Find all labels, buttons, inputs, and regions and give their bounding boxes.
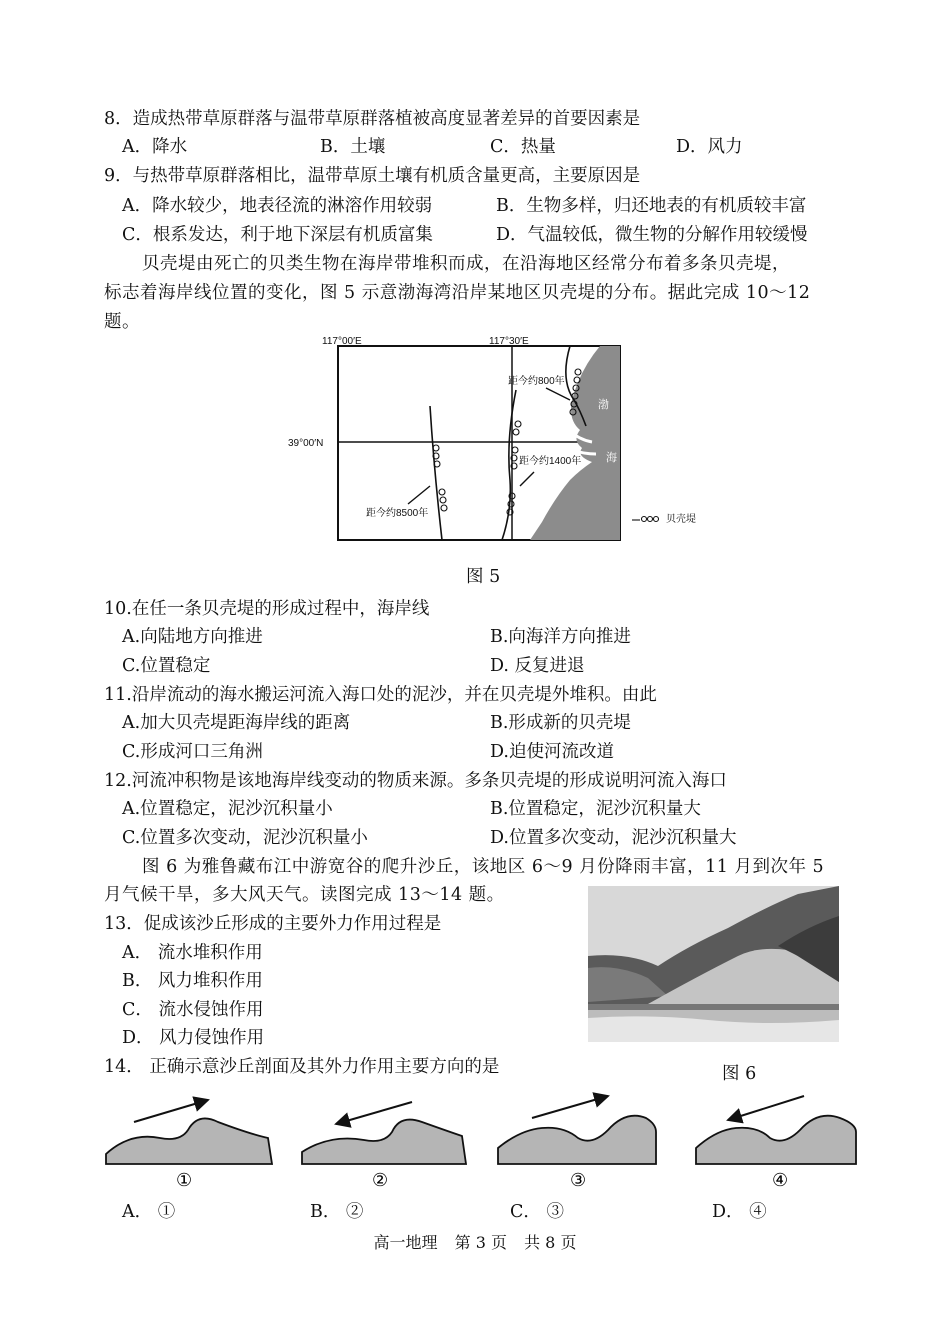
q11-option-a: A.加大贝壳堤距海岸线的距离 — [122, 713, 351, 733]
lon-label-117-00: 117°00′E — [322, 336, 362, 347]
q8-option-d: D．风力 — [676, 137, 743, 157]
label-8500-years: 距今约8500年 — [366, 508, 429, 519]
q10-option-d: D. 反复进退 — [490, 656, 585, 676]
river-middle — [502, 390, 516, 540]
label-1400-years: 距今约1400年 — [519, 456, 582, 467]
q12-option-b: B.位置稳定，泥沙沉积量大 — [490, 799, 701, 819]
profile-label-4: ④ — [772, 1170, 789, 1190]
intro1-line2: 标志着海岸线位置的变化，图 5 示意渤海湾沿岸某地区贝壳堤的分布。据此完成 10～12 — [104, 283, 811, 303]
intro1-line1: 贝壳堤由死亡的贝类生物在海岸带堆积而成，在沿海地区经常分布着多条贝壳堤， — [142, 254, 790, 274]
q13-option-d: D． 风力侵蚀作用 — [122, 1028, 265, 1048]
q10-stem: 10.在任一条贝壳堤的形成过程中，海岸线 — [104, 599, 430, 619]
label-800-years: 距今约800年 — [508, 376, 565, 387]
wind-arrow-1 — [134, 1100, 208, 1122]
q8-option-b: B．土壤 — [320, 137, 386, 157]
q9-option-c: C．根系发达，利于地下深层有机质富集 — [122, 225, 433, 245]
footer-subject: 高一地理 — [373, 1233, 438, 1252]
legend-shell-symbol — [632, 517, 659, 522]
legend-label: 贝壳堤 — [666, 514, 696, 525]
dune-profile-4 — [696, 1096, 856, 1164]
q11-option-c: C.形成河口三角洲 — [122, 742, 263, 762]
dune-profile-2 — [302, 1102, 466, 1164]
profile-label-3: ③ — [570, 1170, 587, 1190]
wind-arrow-4 — [728, 1096, 804, 1120]
intro2-line2: 月气候干旱，多大风天气。读图完成 13～14 题。 — [104, 885, 505, 905]
figure6-caption: 图 6 — [722, 1064, 757, 1084]
footer-page: 第 3 页 — [454, 1233, 507, 1252]
q12-stem: 12.河流冲积物是该地海岸线变动的物质来源。多条贝壳堤的形成说明河流入海口 — [104, 771, 727, 791]
q14-option-b: B． ② — [310, 1202, 364, 1222]
q14-option-a: A． ① — [122, 1202, 176, 1222]
q10-option-c: C.位置稳定 — [122, 656, 211, 676]
q12-option-c: C.位置多次变动，泥沙沉积量小 — [122, 828, 368, 848]
wind-arrow-2 — [336, 1102, 412, 1124]
arrow-8500 — [408, 486, 430, 504]
q14-stem: 14． 正确示意沙丘剖面及其外力作用主要方向的是 — [104, 1057, 500, 1077]
q13-option-c: C． 流水侵蚀作用 — [122, 1000, 264, 1020]
figure5-caption: 图 5 — [466, 567, 501, 587]
q14-option-c: C． ③ — [510, 1202, 564, 1222]
wind-arrow-3 — [532, 1096, 608, 1118]
q10-option-b: B.向海洋方向推进 — [490, 627, 631, 647]
q11-option-b: B.形成新的贝壳堤 — [490, 713, 631, 733]
q12-option-a: A.位置稳定，泥沙沉积量小 — [122, 799, 333, 819]
intro1-line3: 题。 — [104, 312, 140, 332]
sea-label-hai: 海 — [606, 451, 617, 464]
q8-option-c: C．热量 — [490, 137, 556, 157]
sea-label-bo: 渤 — [598, 398, 609, 411]
sand-dune-photo — [588, 886, 839, 1042]
lon-label-117-30: 117°30′E — [489, 336, 529, 347]
q9-option-a: A．降水较少，地表径流的淋溶作用较弱 — [122, 196, 433, 216]
q13-option-b: B． 风力堆积作用 — [122, 971, 263, 991]
q11-stem: 11.沿岸流动的海水搬运河流入海口处的泥沙，并在贝壳堤外堆积。由此 — [104, 685, 657, 705]
dune-profiles — [100, 1092, 870, 1190]
arrow-800 — [546, 388, 570, 400]
dune-profile-1 — [106, 1100, 272, 1164]
footer-total: 共 8 页 — [524, 1233, 577, 1252]
q8-stem: 8．造成热带草原群落与温带草原群落植被高度显著差异的首要因素是 — [104, 109, 641, 129]
q8-option-a: A．降水 — [122, 137, 188, 157]
q9-option-b: B．生物多样，归还地表的有机质较丰富 — [496, 196, 807, 216]
profile-label-1: ① — [176, 1170, 193, 1190]
page-footer — [0, 1230, 950, 1253]
q14-option-d: D． ④ — [712, 1202, 767, 1222]
river-west — [430, 406, 442, 540]
q11-option-d: D.迫使河流改道 — [490, 742, 614, 762]
q9-option-d: D．气温较低，微生物的分解作用较缓慢 — [496, 225, 808, 245]
dune-profile-3 — [498, 1096, 656, 1164]
intro2-line1: 图 6 为雅鲁藏布江中游宽谷的爬升沙丘，该地区 6～9 月份降雨丰富，11 月到次年 5 — [142, 857, 825, 877]
q13-stem: 13．促成该沙丘形成的主要外力作用过程是 — [104, 914, 442, 934]
arrow-1400 — [520, 472, 534, 486]
q12-option-d: D.位置多次变动，泥沙沉积量大 — [490, 828, 737, 848]
q10-option-a: A.向陆地方向推进 — [122, 627, 263, 647]
q13-option-a: A． 流水堆积作用 — [122, 943, 263, 963]
q9-stem: 9．与热带草原群落相比，温带草原土壤有机质含量更高，主要原因是 — [104, 166, 641, 186]
lat-label: 39°00′N — [288, 438, 324, 449]
shell-ridge-map — [280, 330, 720, 546]
profile-label-2: ② — [372, 1170, 389, 1190]
